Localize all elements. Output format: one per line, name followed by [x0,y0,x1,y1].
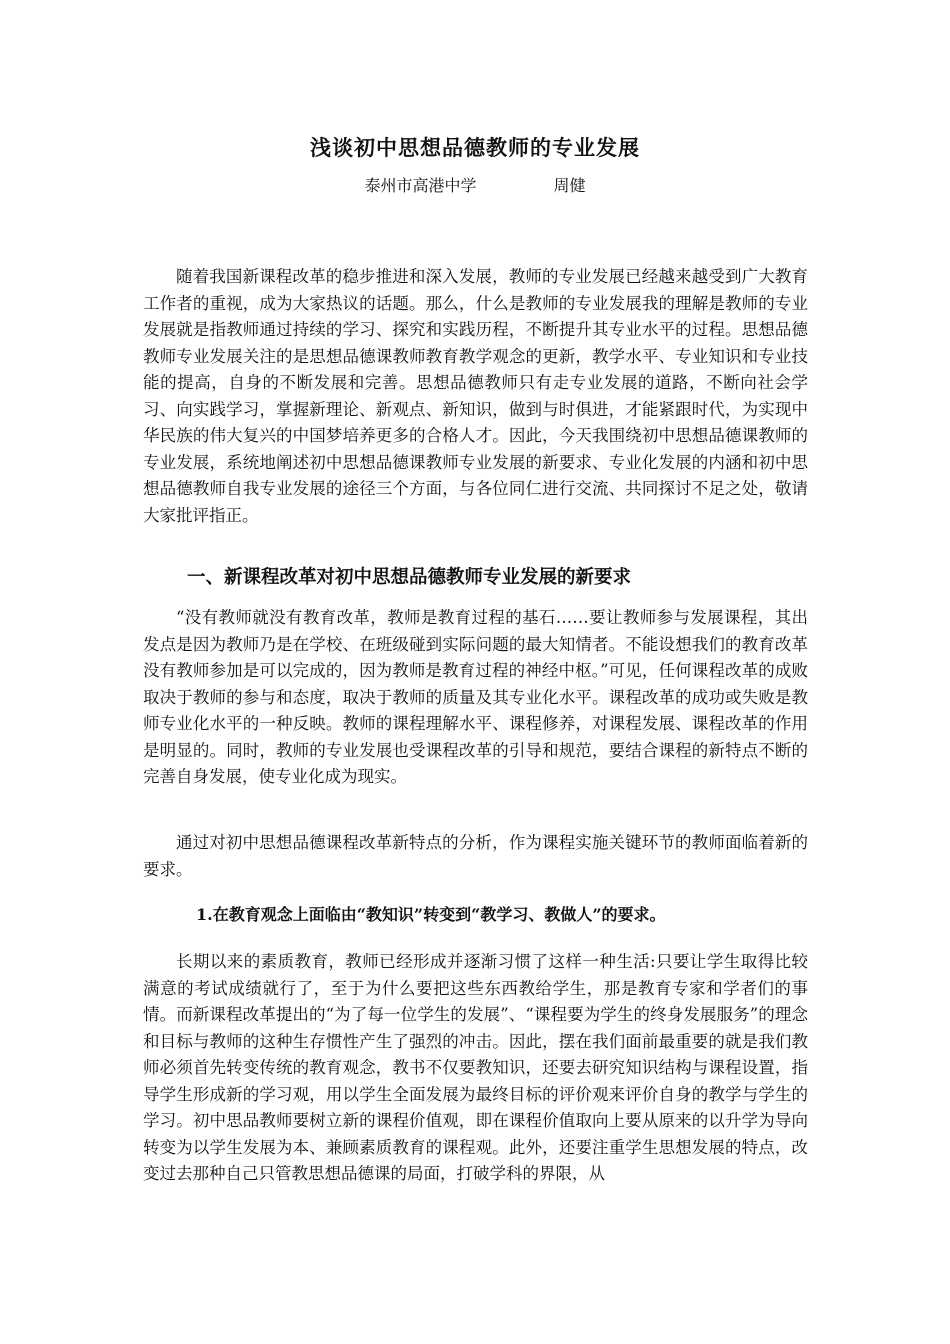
intro-paragraph: 随着我国新课程改革的稳步推进和深入发展，教师的专业发展已经越来越受到广大教育工作者的重视，成为大家热议的话题。那么，什么是教师的专业发展我的理解是教师的专业发展就是指教师通过持续的学习、探究和实践历程，不断提升其专业水平的过程。思想品德教师专业发展关注的是思想品德课教师教育教学观念的更新，教学水平、专业知识和专业技能的提高，自身的不断发展和完善。思想品德教师只有走专业发展的道路，不断向社会学习、向实践学习，掌握新理论、新观点、新知识，做到与时俱进，才能紧跟时代，为实现中华民族的伟大复兴的中国梦培养更多的合格人才。因此，今天我围绕初中思想品德课教师的专业发展，系统地阐述初中思想品德课教师专业发展的新要求、专业化发展的内涵和初中思想品德教师自我专业发展的途径三个方面，与各位同仁进行交流、共同探讨不足之处，敬请大家批评指正。 [143,267,808,525]
document-title: 浅谈初中思想品德教师的专业发展 [310,135,640,161]
body-paragraph: “没有教师就没有教育改革，教师是教育过程的基石……要让教师参与发展课程，其出发点是因为教师乃是在学校、在班级碰到实际问题的最大知情者。不能设想我们的教育改革没有教师参加是可以完成的，因为教师是教育过程的神经中枢。”可见，任何课程改革的成败取决于教师的参与和态度，取决于教师的质量及其专业化水平。课程改革的成功或失败是教师专业化水平的一种反映。教师的课程理解水平、课程修养，对课程发展、课程改革的作用是明显的。同时，教师的专业发展也受课程改革的引导和规范，要结合课程的新特点不断的完善自身发展，使专业化成为现实。 [143,608,808,786]
byline [0,173,950,196]
subsection-heading: 1.在教育观念上面临由“教知识”转变到“教学习、教做人”的要求。 [196,905,666,924]
body-paragraph: 通过对初中思想品德课程改革新特点的分析，作为课程实施关键环节的教师面临着新的要求。 [143,833,808,879]
section-heading: 一、新课程改革对初中思想品德教师专业发展的新要求 [187,567,632,588]
author-name: 周健 [553,176,586,195]
author-school: 泰州市高港中学 [364,176,477,195]
body-paragraph: 长期以来的素质教育，教师已经形成并逐渐习惯了这样一种生活:只要让学生取得比较满意的考试成绩就行了，至于为什么要把这些东西教给学生，那是教育专家和学者们的事情。而新课程改革提出的“为了每一位学生的发展”、“课程要为学生的终身发展服务”的理念和目标与教师的这种生存惯性产生了强烈的冲击。因此，摆在我们面前最重要的就是我们教师必须首先转变传统的教育观念，教书不仅要教知识，还要去研究知识结构与课程设置，指导学生形成新的学习观，用以学生全面发展为最终目标的评价观来评价自身的教学与学生的学习。初中思品教师要树立新的课程价值观，即在课程价值取向上要从原来的以升学为导向转变为以学生发展为本、兼顾素质教育的课程观。此外，还要注重学生思想发展的特点，改变过去那种自己只管教思想品德课的局面，打破学科的界限，从 [143,952,808,1183]
